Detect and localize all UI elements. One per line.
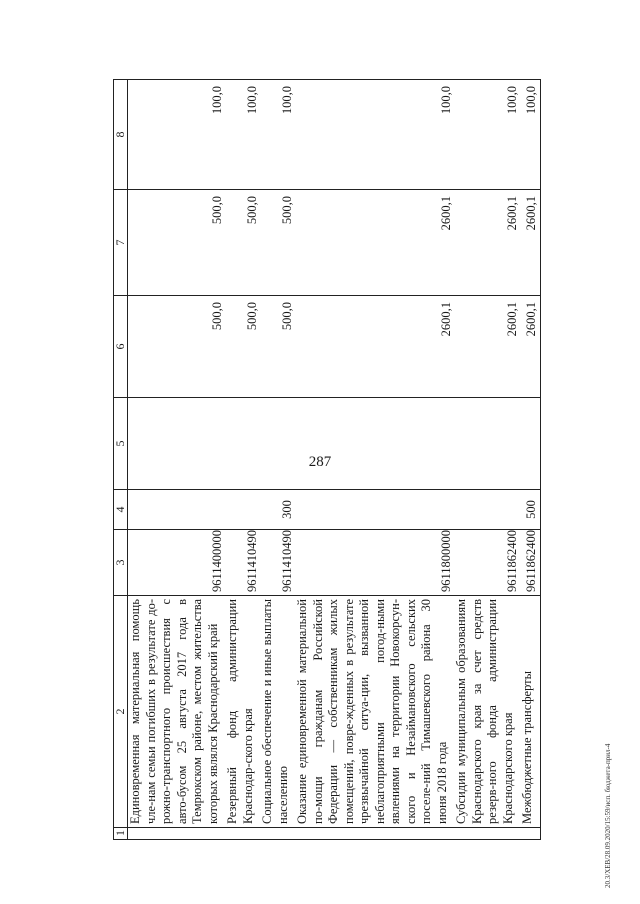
cell-num bbox=[520, 828, 540, 840]
cell-code: 9611800000 bbox=[295, 530, 454, 596]
cell-name: Резервный фонд администрации Краснодар-ского края bbox=[225, 596, 260, 828]
cell-num bbox=[295, 828, 454, 840]
cell-vr bbox=[454, 490, 520, 530]
cell-col6: 500,0 bbox=[128, 296, 226, 398]
cell-col7: 500,0 bbox=[225, 190, 260, 296]
cell-col7: 2600,1 bbox=[295, 190, 454, 296]
col-header-7: 7 bbox=[114, 190, 128, 296]
cell-col5 bbox=[520, 398, 540, 490]
table-row bbox=[260, 80, 295, 840]
cell-col8: 100,0 bbox=[225, 80, 260, 190]
cell-name: Субсидии муниципальным образованиям Краснодарского края за счет средств резерв-ного фонда администрации Краснодарского края bbox=[454, 596, 520, 828]
cell-num bbox=[260, 828, 295, 840]
cell-name: Единовременная материальная помощь чле-нам семьи погибших в результате до-рожно-транспортного происшествия с авто-бусом 25 августа 2017 года в Темрюкском районе, местом жительства которых являлся Краснодарский край bbox=[128, 596, 226, 828]
cell-name: Оказание единовременной материальной по-мощи гражданам Российской Федерации — собственникам жилых помещений, повре-жденных в результате чрезвычайной ситуа-ции, вызванной неблагоприятными погод-ными явлениями на территории Новокорсун-ского и Незаймановского сельских поселе-ний Тимашевского района 30 июня 2018 года bbox=[295, 596, 454, 828]
page-number: 287 bbox=[308, 454, 332, 470]
cell-vr bbox=[295, 490, 454, 530]
table-row bbox=[128, 80, 226, 840]
table-row bbox=[295, 80, 454, 840]
cell-col8: 100,0 bbox=[520, 80, 540, 190]
cell-col5 bbox=[295, 398, 454, 490]
cell-col5 bbox=[260, 398, 295, 490]
cell-col6: 500,0 bbox=[260, 296, 295, 398]
cell-code: 9611400000 bbox=[128, 530, 226, 596]
col-header-6: 6 bbox=[114, 296, 128, 398]
cell-col6: 2600,1 bbox=[520, 296, 540, 398]
col-header-1: 1 bbox=[114, 828, 128, 840]
table-row bbox=[225, 80, 260, 840]
cell-vr: 500 bbox=[520, 490, 540, 530]
cell-col5 bbox=[128, 398, 226, 490]
col-header-2: 2 bbox=[114, 596, 128, 828]
cell-col7: 500,0 bbox=[260, 190, 295, 296]
table-row bbox=[520, 80, 540, 840]
cell-col8: 100,0 bbox=[454, 80, 520, 190]
budget-table bbox=[113, 79, 541, 840]
col-header-8: 8 bbox=[114, 80, 128, 190]
cell-code: 9611410490 bbox=[225, 530, 260, 596]
cell-col5 bbox=[454, 398, 520, 490]
cell-code: 9611862400 bbox=[520, 530, 540, 596]
cell-vr: 300 bbox=[260, 490, 295, 530]
footer-stamp: 20.3/XEB/28.09.2020/15:59/исп. бюджета-прил-4 bbox=[604, 743, 612, 888]
cell-num bbox=[128, 828, 226, 840]
cell-num bbox=[225, 828, 260, 840]
cell-col7: 500,0 bbox=[128, 190, 226, 296]
rotated-table-area bbox=[113, 62, 610, 852]
cell-col5 bbox=[225, 398, 260, 490]
cell-code: 9611862400 bbox=[454, 530, 520, 596]
cell-col8: 100,0 bbox=[128, 80, 226, 190]
cell-col6: 2600,1 bbox=[295, 296, 454, 398]
cell-col6: 500,0 bbox=[225, 296, 260, 398]
cell-col6: 2600,1 bbox=[454, 296, 520, 398]
cell-col8: 100,0 bbox=[260, 80, 295, 190]
cell-code: 9611410490 bbox=[260, 530, 295, 596]
cell-col8: 100,0 bbox=[295, 80, 454, 190]
cell-name: Социальное обеспечение и иные выплаты населению bbox=[260, 596, 295, 828]
table-row bbox=[454, 80, 520, 840]
header-row bbox=[114, 80, 128, 840]
col-header-4: 4 bbox=[114, 490, 128, 530]
cell-num bbox=[454, 828, 520, 840]
cell-vr bbox=[128, 490, 226, 530]
cell-vr bbox=[225, 490, 260, 530]
col-header-3: 3 bbox=[114, 530, 128, 596]
cell-col7: 2600,1 bbox=[520, 190, 540, 296]
cell-col7: 2600,1 bbox=[454, 190, 520, 296]
cell-name: Межбюджетные трансферты bbox=[520, 596, 540, 828]
col-header-5: 5 bbox=[114, 398, 128, 490]
